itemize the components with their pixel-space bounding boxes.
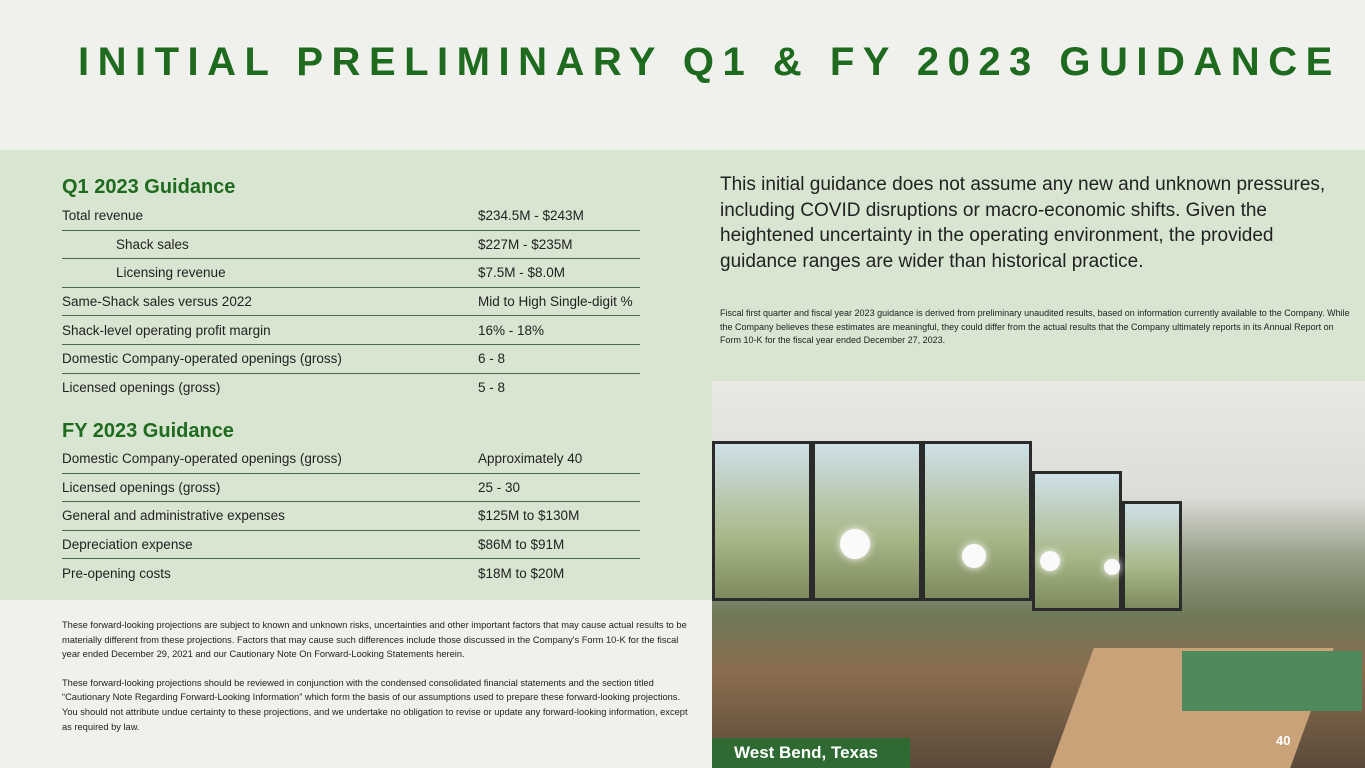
row-label: Domestic Company-operated openings (gross) xyxy=(62,451,342,467)
disclaimer-paragraph: These forward-looking projections are subject to known and unknown risks, uncertainties and other important factors that may cause actual results to be materially different from these projections. Factors that may cause such differences include those discussed in the Company's Form 10-K for the fiscal year ended December 29, 2021 and our Cautionary Note On Forward-Looking Statements herein. xyxy=(62,620,687,660)
row-value: $234.5M - $243M xyxy=(478,208,584,224)
row-label: Pre-opening costs xyxy=(62,566,171,582)
row-value: $18M to $20M xyxy=(478,566,565,582)
guidance-fine-print: Fiscal first quarter and fiscal year 2023 guidance is derived from preliminary unaudited results, based on information currently available to the Company. While the Company believes these estimates are meaningful, they could differ from the actual results that the Company ultimately reports in its Annual Report on Form 10-K for the fiscal year ended December 27, 2023. xyxy=(720,308,1350,345)
row-label: Domestic Company-operated openings (gross) xyxy=(62,351,342,367)
row-value: Mid to High Single-digit % xyxy=(478,294,633,310)
disclaimer xyxy=(62,618,692,734)
guidance-row xyxy=(62,259,640,288)
guidance-row xyxy=(62,288,640,317)
guidance-row xyxy=(62,474,640,503)
fy-heading: FY 2023 Guidance xyxy=(62,420,234,442)
restaurant-photo xyxy=(712,381,1365,768)
guidance-row xyxy=(62,231,640,260)
guidance-row xyxy=(62,445,640,474)
row-label: Same-Shack sales versus 2022 xyxy=(62,294,252,310)
fy-table xyxy=(62,445,640,588)
page-number: 40 xyxy=(1276,733,1291,748)
guidance-row xyxy=(62,345,640,374)
row-value: $86M to $91M xyxy=(478,537,565,553)
row-label: General and administrative expenses xyxy=(62,508,285,524)
slide-title: INITIAL PRELIMINARY Q1 & FY 2023 GUIDANCE xyxy=(78,40,1341,84)
row-value: $7.5M - $8.0M xyxy=(478,265,566,281)
row-value: 5 - 8 xyxy=(478,380,506,396)
row-value: $227M - $235M xyxy=(478,236,573,252)
row-value: Approximately 40 xyxy=(478,451,583,467)
row-value: $125M to $130M xyxy=(478,508,580,524)
row-label: Licensed openings (gross) xyxy=(62,479,221,495)
photo-caption: West Bend, Texas xyxy=(712,738,910,768)
row-value: 16% - 18% xyxy=(478,322,545,338)
q1-heading: Q1 2023 Guidance xyxy=(62,176,236,198)
disclaimer-paragraph: These forward-looking projections should be reviewed in conjunction with the condensed consolidated financial statements and the section titled “Cautionary Note Regarding Forward-Looking Information” which form the basis of our assumptions used to prepare these forward-looking projections. You should not attribute undue certainty to these projections, and we undertake no obligation to revise or update any forward-looking information, except as required by law. xyxy=(62,677,688,732)
guidance-lead-text: This initial guidance does not assume any new and unknown pressures, including COVID disruptions or macro-economic shifts. Given the heightened uncertainty in the operating environment, the provided guidance ranges are wider than historical practice. xyxy=(720,174,1326,272)
guidance-row xyxy=(62,502,640,531)
q1-table xyxy=(62,202,640,402)
row-label: Shack sales xyxy=(116,236,189,252)
guidance-row xyxy=(62,374,640,403)
guidance-row xyxy=(62,531,640,560)
guidance-row xyxy=(62,559,640,588)
row-value: 25 - 30 xyxy=(478,479,521,495)
row-label: Shack-level operating profit margin xyxy=(62,322,271,338)
guidance-row xyxy=(62,316,640,345)
row-value: 6 - 8 xyxy=(478,351,506,367)
row-label: Depreciation expense xyxy=(62,537,193,553)
row-label: Total revenue xyxy=(62,208,144,224)
row-label: Licensing revenue xyxy=(116,265,226,281)
row-label: Licensed openings (gross) xyxy=(62,380,221,396)
guidance-row xyxy=(62,202,640,231)
